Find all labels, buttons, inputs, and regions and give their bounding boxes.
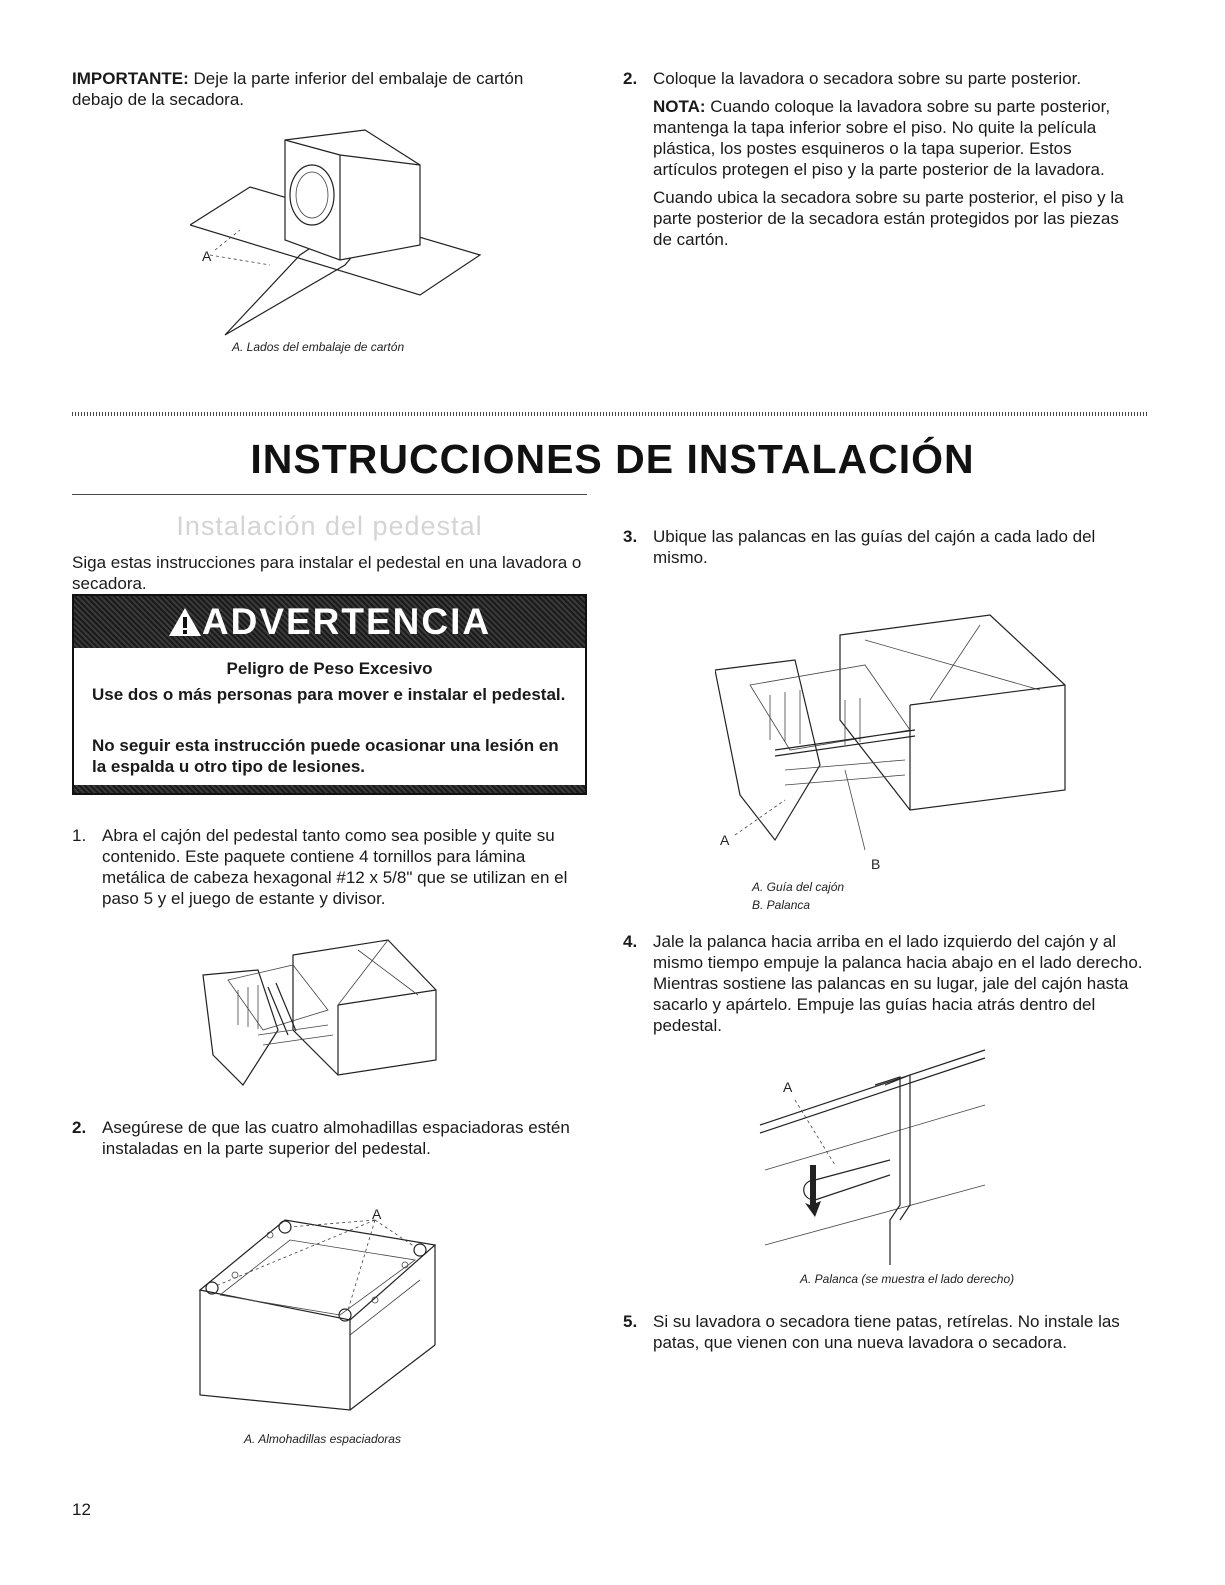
warning-header [74,596,585,648]
pads-label-a: A [372,1206,382,1222]
pedestal-top [200,1220,435,1320]
step-1-num: 1. [72,826,87,845]
dryer-body [285,130,420,260]
note-text: Cuando coloque la lavadora sobre su parte posterior, mantenga la tapa inferior sobre el piso. No quite la película plástica, los postes esquineros o la tapa superior. Estos artículos protegen el piso y la parte posterior de la lavadora. [653,97,1111,179]
section-rule [72,494,587,495]
step-3-text: Ubique las palancas en las guías del cajón a cada lado del mismo. [653,527,1096,567]
step-2 [72,1117,587,1159]
pedestal-body [840,615,1065,810]
warning-box [72,594,587,795]
lever-label-a: A [783,1079,793,1095]
warning-line-2: No seguir esta instrucción puede ocasionar una lesión en la espalda u otro tipo de lesiones. [92,736,559,776]
step-5 [623,1311,1143,1353]
warning-triangle-icon [168,607,202,637]
pads-caption: A. Almohadillas espaciadoras [244,1432,401,1446]
pedestal-open-drawer-figure [198,935,438,1090]
step-3 [623,526,1143,568]
drawer-bin [228,965,328,1030]
section-intro: Siga estas instrucciones para instalar el pedestal en una lavadora o secadora. [72,553,582,593]
drawer-guides-figure [715,610,1075,875]
note-label: NOTA: [653,97,706,116]
drawer-front [203,970,278,1085]
step-2-top-num: 2. [623,69,638,88]
dryer-on-cardboard-figure [190,115,490,340]
step-4-text: Jale la palanca hacia arriba en el lado izquierdo del cajón y al mismo tiempo empuje la palanca hacia abajo en el lado derecho. Mientras sostiene las palancas en su lugar, jale del cajón hasta sacarlo y apártelo. Empuje las guías hacia atrás dentro del pedestal. [653,932,1143,1035]
lever [804,1175,890,1200]
step-2-text: Asegúrese de que las cuatro almohadillas espaciadoras estén instaladas en la parte superior del pedestal. [102,1118,570,1158]
spacer-pad [414,1244,426,1256]
arrow-down-icon [805,1165,821,1217]
drawer-label-a: A [720,832,730,848]
step-5-text: Si su lavadora o secadora tiene patas, retírelas. No instale las patas, que vienen con una nueva lavadora o secadora. [653,1312,1120,1352]
step-2-note-2: Cuando ubica la secadora sobre su parte posterior, el piso y la parte posterior de la secadora están protegidos por las piezas de cartón. [653,188,1124,249]
warning-title: Peligro de Peso Excesivo [226,659,433,678]
page-number: 12 [72,1500,91,1519]
important-note [72,68,592,110]
warning-line-1: Use dos o más personas para mover e instalar el pedestal. [92,685,566,704]
figure-label-a: A [202,248,212,264]
step-2-top [623,68,1133,250]
step-5-num: 5. [623,1312,638,1331]
important-text-2: debajo de la secadora. [72,90,245,109]
step-1-text: Abra el cajón del pedestal tanto como sea posible y quite su contenido. Este paquete contiene 4 tornillos para lámina metálica de cabeza hexagonal #12 x 5/8" que se utilizan en el paso 5 y el juego de estante y divisor. [102,826,568,908]
step-4-num: 4. [623,932,638,951]
important-label: IMPORTANTE: [72,69,189,88]
step-3-num: 3. [623,527,638,546]
step-1 [72,825,587,909]
pedestal-body [293,940,436,1075]
warning-footer [74,785,585,793]
section-divider [72,412,1147,416]
warning-header-label: ADVERTENCIA [201,601,492,642]
spacer-pad [279,1221,291,1233]
lever-figure [755,1045,995,1270]
step-2-note [653,96,1133,180]
lever-caption: A. Palanca (se muestra el lado derecho) [800,1272,1015,1286]
page-title: INSTRUCCIONES DE INSTALACIÓN [250,436,975,482]
step-4 [623,931,1143,1036]
step-2-top-text: Coloque la lavadora o secadora sobre su parte posterior. [653,69,1082,88]
drawer-bin [750,665,910,750]
drawer-front [715,660,820,840]
step-2-num: 2. [72,1118,87,1137]
cardboard-caption: A. Lados del embalaje de cartón [232,340,405,354]
drawer-caption-b: B. Palanca [752,898,811,912]
drawer-label-b: B [871,856,881,872]
section-subtitle: Instalación del pedestal [176,511,483,541]
pedestal-pads-figure [190,1205,450,1420]
drawer-caption-a: A. Guía del cajón [752,880,845,894]
important-text-1: Deje la parte inferior del embalaje de cartón [188,69,524,88]
